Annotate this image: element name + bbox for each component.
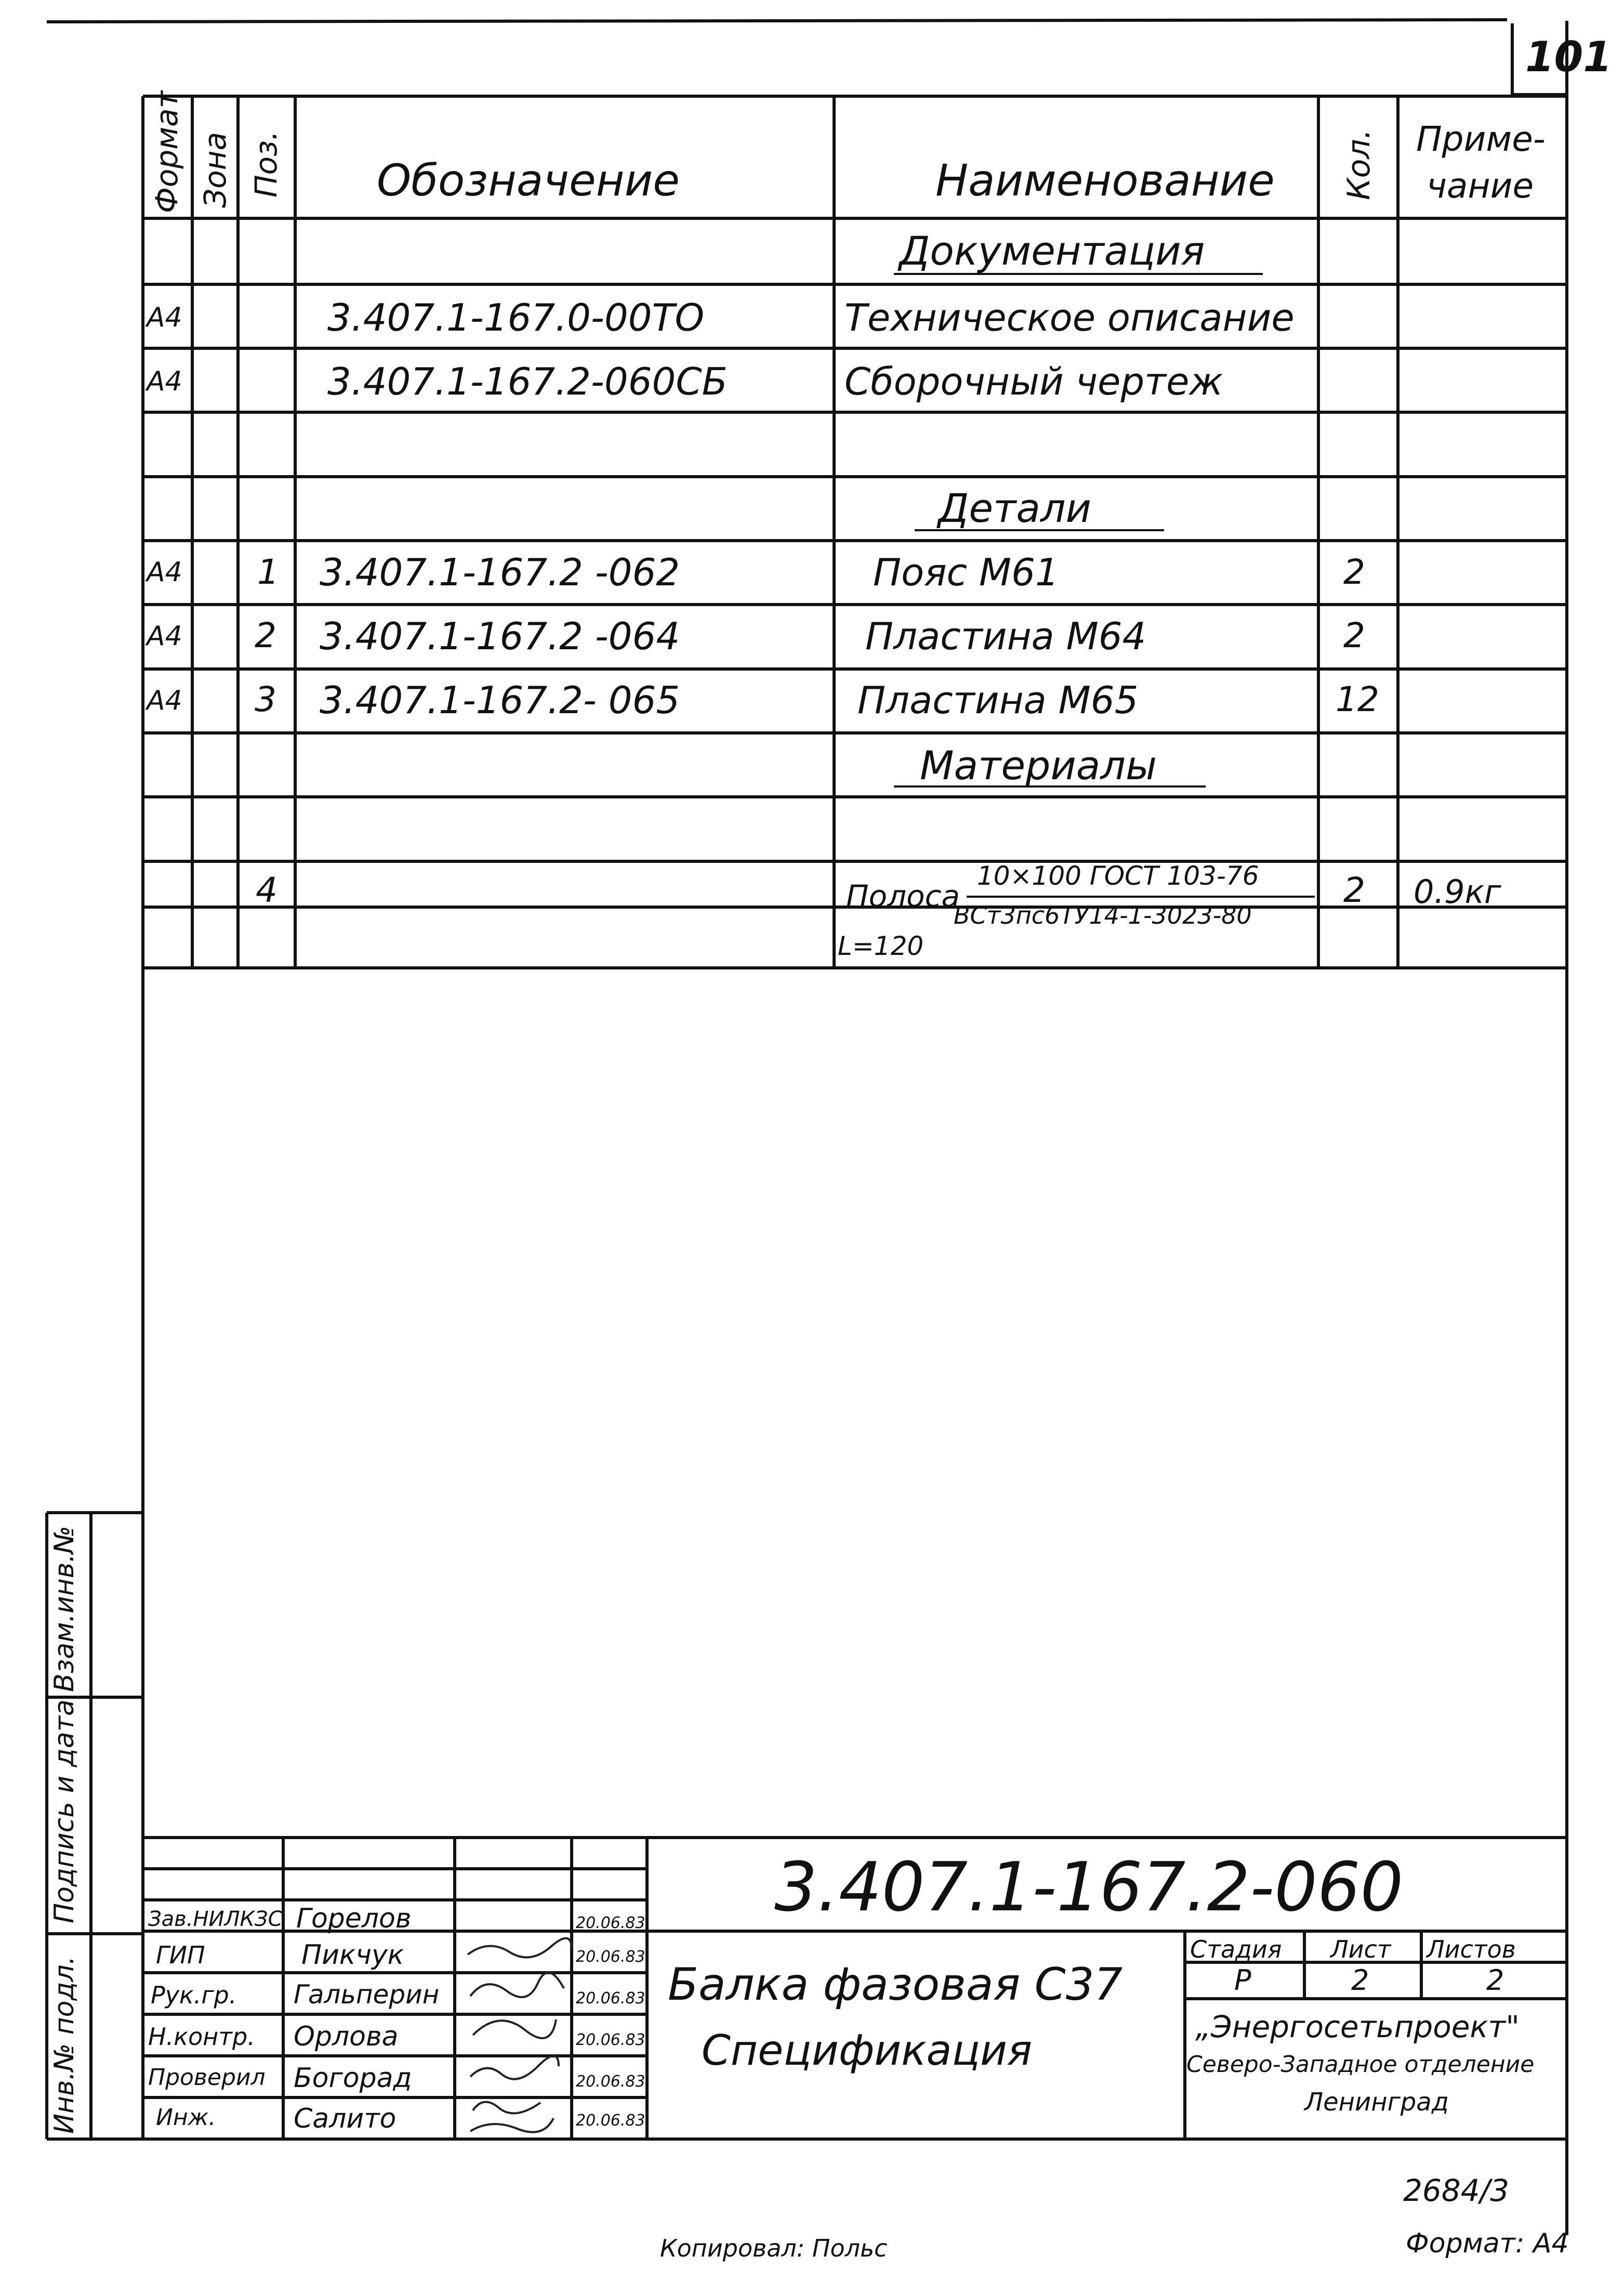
doc-row-2-format: А4: [147, 366, 182, 397]
material-pos: 4: [256, 870, 278, 910]
sheet-header: Лист: [1330, 1935, 1391, 1963]
copied-by: Копировал: Польс: [660, 2234, 888, 2262]
org-city: Ленинград: [1304, 2088, 1449, 2117]
side-inst-inv: Взам.инв.№: [49, 1526, 80, 1692]
detail-row-3-pos: 3: [255, 679, 276, 719]
format-label: Формат: А4: [1406, 2228, 1569, 2259]
detail-row-1-pos: 1: [257, 552, 279, 592]
stage-header: Стадия: [1190, 1935, 1282, 1963]
sig-date-3: 20.06.83: [576, 1989, 645, 2008]
sig-name-3: Гальперин: [294, 1979, 440, 2010]
section-materials: Материалы: [920, 742, 1157, 789]
doc-row-1-name: Техническое описание: [844, 296, 1295, 339]
doc-row-2-designation: 3.407.1-167.2-060СБ: [327, 360, 728, 403]
detail-row-3-name: Пластина М65: [857, 678, 1139, 722]
sig-date-6: 20.06.83: [576, 2111, 645, 2130]
sheets-value: 2: [1486, 1964, 1504, 1997]
archive-number: 2684/3: [1403, 2173, 1510, 2208]
material-denominator: ВСт3пс6ТУ14-1-3023-80: [954, 901, 1252, 929]
doc-row-1-designation: 3.407.1-167.0-00ТО: [327, 296, 705, 339]
material-length: L=120: [838, 931, 924, 961]
sig-name-5: Богорад: [294, 2063, 412, 2094]
sig-date-4: 20.06.83: [576, 2031, 645, 2049]
detail-row-1-designation: 3.407.1-167.2 -062: [320, 550, 680, 594]
title-code: 3.407.1-167.2-060: [774, 1847, 1404, 1926]
sig-date-5: 20.06.83: [576, 2073, 645, 2091]
title-name: Балка фазовая С37: [668, 1959, 1123, 2011]
sig-role-6: Инж.: [156, 2104, 216, 2131]
sig-name-6: Салито: [294, 2103, 397, 2134]
sig-role-5: Проверил: [148, 2064, 266, 2091]
material-qty: 2: [1343, 870, 1365, 910]
sig-date-1: 20.06.83: [576, 1914, 645, 1932]
header-qty: Кол.: [1341, 129, 1377, 200]
sig-role-1: Зав.НИЛКЗС: [148, 1907, 283, 1931]
material-numerator: 10×100 ГОСТ 103-76: [977, 861, 1259, 891]
header-designation: Обозначение: [377, 155, 680, 206]
material-name: Полоса: [846, 878, 960, 914]
sig-name-2: Пикчук: [301, 1939, 404, 1971]
header-note-line2: чание: [1427, 166, 1534, 206]
org-name: „Энергосетьпроект": [1195, 2009, 1520, 2044]
section-documentation: Документация: [899, 228, 1205, 274]
detail-row-3-qty: 12: [1336, 679, 1379, 719]
doc-row-2-name: Сборочный чертеж: [844, 360, 1223, 403]
section-details: Детали: [938, 485, 1091, 531]
detail-row-2-pos: 2: [255, 615, 276, 655]
sig-name-1: Горелов: [296, 1903, 412, 1934]
doc-row-1-format: А4: [147, 302, 182, 333]
stage-value: Р: [1234, 1964, 1251, 1997]
side-sign-date: Подпись и дата: [49, 1699, 80, 1923]
side-inv-orig: Инв.№ подл.: [49, 1956, 80, 2134]
detail-row-1-qty: 2: [1343, 552, 1365, 592]
detail-row-1-format: А4: [147, 557, 182, 588]
header-format: Формат: [149, 90, 184, 213]
detail-row-2-designation: 3.407.1-167.2 -064: [320, 614, 680, 658]
sheets-header: Листов: [1427, 1935, 1516, 1963]
org-branch: Северо-Западное отделение: [1186, 2051, 1535, 2078]
title-subtitle: Спецификация: [702, 2026, 1033, 2075]
signature-marks: [468, 1938, 572, 2132]
detail-row-2-format: А4: [147, 621, 182, 652]
detail-row-1-name: Пояс М61: [873, 550, 1059, 594]
sig-role-2: ГИП: [156, 1941, 205, 1969]
header-name: Наименование: [935, 155, 1275, 206]
header-zone: Зона: [197, 132, 233, 208]
header-pos: Поз.: [248, 130, 284, 198]
detail-row-2-qty: 2: [1343, 615, 1365, 655]
page-number: 101: [1525, 33, 1612, 81]
header-note-line1: Приме-: [1416, 119, 1546, 159]
detail-row-2-name: Пластина М64: [865, 614, 1146, 658]
sheet-value: 2: [1351, 1964, 1369, 1997]
detail-row-3-format: А4: [147, 685, 182, 716]
sig-role-3: Рук.гр.: [151, 1981, 237, 2009]
detail-row-3-designation: 3.407.1-167.2- 065: [320, 678, 680, 722]
sig-role-4: Н.контр.: [148, 2023, 255, 2051]
sig-name-4: Орлова: [294, 2021, 399, 2052]
sig-date-2: 20.06.83: [576, 1948, 645, 1966]
material-note: 0.9кг: [1414, 873, 1501, 911]
